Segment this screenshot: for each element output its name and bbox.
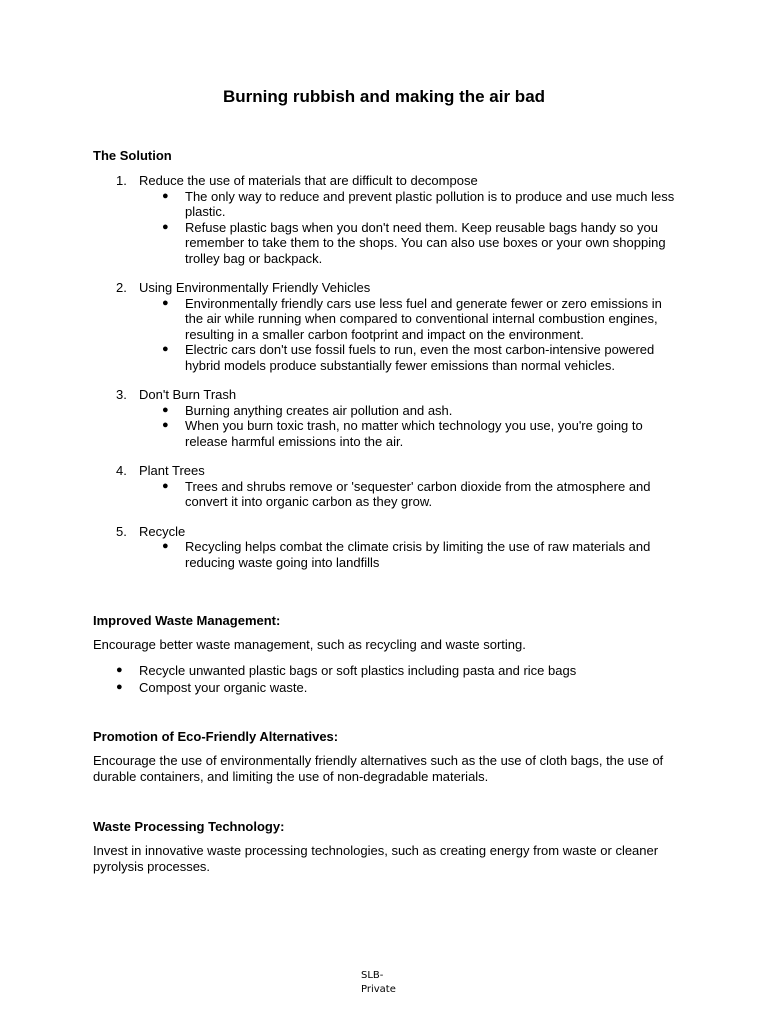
list-item: [139, 479, 683, 510]
waste-management-heading: Improved Waste Management:: [93, 613, 281, 628]
page-title: Burning rubbish and making the air bad: [222, 87, 546, 106]
list-item: [139, 539, 683, 570]
bullet-list: [139, 403, 683, 450]
bullet-icon: ●: [116, 664, 123, 676]
solution-item-2: [93, 280, 683, 373]
solution-item-label: Plant Trees: [139, 463, 205, 478]
footer-line-1: SLB-: [361, 970, 384, 981]
bullet-text: Refuse plastic bags when you don't need them. Keep reusable bags handy so you remember to take them to the shops. You can also use boxes or your own shopping trolley bag or backpack.: [185, 219, 666, 266]
bullet-text: The only way to reduce and prevent plastic pollution is to produce and use much less plastic.: [185, 188, 675, 219]
bullet-text: Burning anything creates air pollution and ash.: [185, 402, 453, 418]
bullet-icon: ●: [162, 419, 169, 431]
list-number: 5.: [116, 523, 127, 539]
waste-processing-heading: Waste Processing Technology:: [93, 819, 285, 834]
bullet-list: [139, 479, 683, 510]
bullet-icon: ●: [162, 296, 169, 309]
bullet-icon: ●: [162, 189, 169, 202]
list-number: 4.: [116, 463, 127, 478]
waste-management-text: Encourage better waste management, such as recycling and waste sorting.: [93, 637, 526, 652]
solution-item-1: [93, 173, 683, 266]
list-item: [139, 342, 683, 373]
bullet-text: Electric cars don't use fossil fuels to run, even the most carbon-intensive powered hybrid models produce substantially fewer emissions than normal vehicles.: [185, 342, 655, 373]
list-item: [139, 418, 683, 449]
bullet-text: Compost your organic waste.: [139, 679, 308, 695]
list-item: [139, 403, 683, 419]
bullet-icon: ●: [162, 479, 169, 492]
list-item: [93, 680, 679, 696]
list-number: 2.: [116, 280, 127, 295]
bullet-list: [139, 189, 683, 267]
classification-footer: [361, 969, 421, 997]
solution-item-label: Reduce the use of materials that are difficult to decompose: [139, 173, 478, 188]
list-number: 1.: [116, 173, 127, 188]
footer-line-2: Private: [361, 984, 396, 995]
solution-item-5: [93, 524, 683, 571]
list-item: [139, 220, 683, 267]
waste-processing-text: Invest in innovative waste processing technologies, such as creating energy from waste or cleaner pyrolysis processes.: [93, 843, 659, 874]
solution-item-label: Recycle: [139, 523, 186, 539]
eco-alternatives-heading: Promotion of Eco-Friendly Alternatives:: [93, 729, 339, 744]
bullet-text: Trees and shrubs remove or 'sequester' carbon dioxide from the atmosphere and convert it into organic carbon as they grow.: [185, 478, 651, 509]
waste-management-bullets: [116, 663, 679, 695]
solution-heading: The Solution: [93, 148, 172, 163]
solution-item-label: Using Environmentally Friendly Vehicles: [139, 280, 371, 295]
bullet-icon: ●: [116, 680, 123, 693]
solution-item-3: [93, 387, 683, 449]
solution-item-label: Don't Burn Trash: [139, 387, 237, 402]
bullet-icon: ●: [162, 220, 169, 233]
solution-item-4: [93, 463, 683, 510]
bullet-list: [139, 296, 683, 374]
bullet-text: When you burn toxic trash, no matter which technology you use, you're going to release harmful emissions into the air.: [185, 418, 643, 449]
list-item: [93, 663, 679, 679]
bullet-icon: ●: [162, 403, 169, 416]
list-item: [139, 296, 683, 343]
list-item: [139, 189, 683, 220]
solution-list: [93, 173, 683, 570]
bullet-text: Recycle unwanted plastic bags or soft plastics including pasta and rice bags: [139, 663, 577, 678]
bullet-text: Recycling helps combat the climate crisis by limiting the use of raw materials and reducing waste going into landfills: [185, 539, 651, 570]
eco-alternatives-text: Encourage the use of environmentally friendly alternatives such as the use of cloth bags, the use of durable containers, and limiting the use of non-degradable materials.: [93, 753, 664, 784]
bullet-list: [139, 539, 683, 570]
bullet-text: Environmentally friendly cars use less fuel and generate fewer or zero emissions in the air while running when compared to conventional internal combustion engines, resulting in a smaller carbon footprint and impact on the environment.: [185, 295, 662, 342]
bullet-icon: ●: [162, 343, 169, 355]
list-number: 3.: [116, 387, 127, 402]
bullet-icon: ●: [162, 540, 169, 552]
